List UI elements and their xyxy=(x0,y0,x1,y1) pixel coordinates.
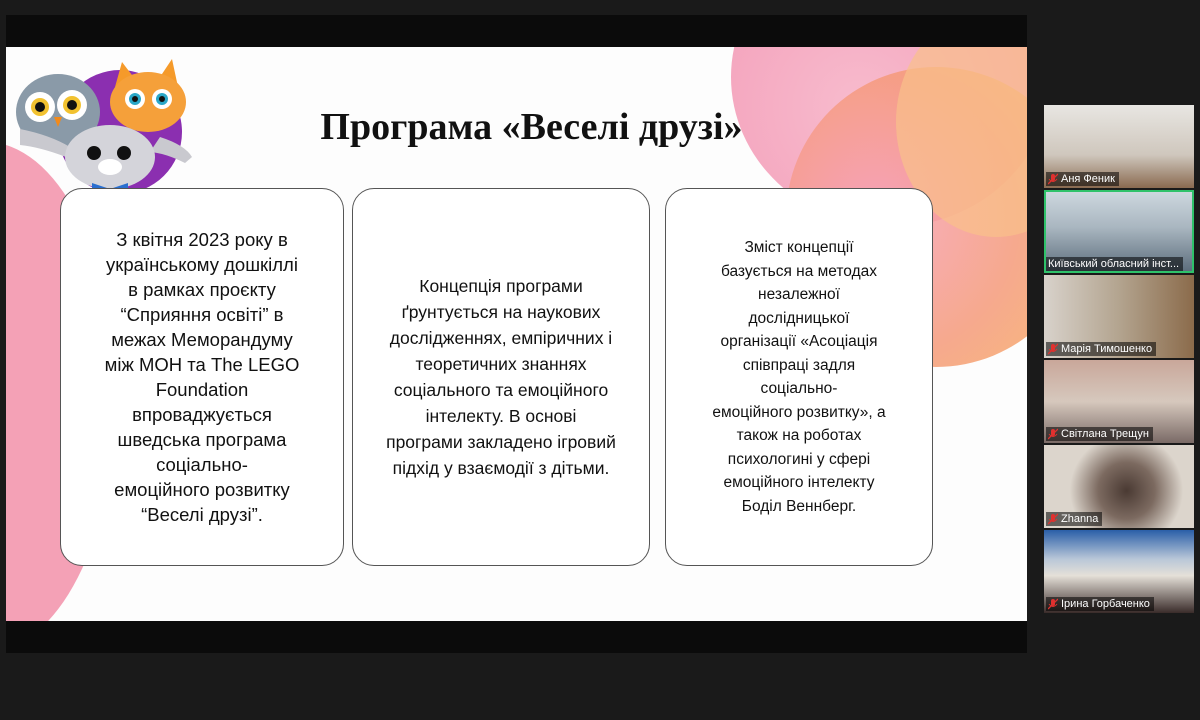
participant-tile[interactable] xyxy=(1044,105,1194,188)
mic-muted-icon xyxy=(1048,598,1058,610)
info-card-1-text: З квітня 2023 року в українському дошкіллі в рамках проєкту “Сприяння освіті” в межах Меморандуму між МОН та The LEGO Foundation впроваджується шведська програма соціально- емоційного розвитку “Веселі друзі”. xyxy=(104,229,300,525)
participant-tile[interactable] xyxy=(1044,445,1194,528)
info-card-3 xyxy=(665,188,933,566)
participant-tile[interactable] xyxy=(1044,275,1194,358)
mic-muted-icon xyxy=(1048,343,1058,355)
mic-muted-icon xyxy=(1048,173,1058,185)
info-card-3-text: Зміст концепції базується на методах незалежної дослідницької організації «Асоціація співпраці задля соціально- емоційного розвитку», а також на роботах психологині у сфері емоційного інтелекту Боділ Веннберг. xyxy=(712,239,886,515)
info-card-2-text: Концепція програми ґрунтується на наукових дослідженнях, емпіричних і теоретичних знаннях соціального та емоційного інтелекту. В основі програми закладено ігровий підхід у взаємодії з дітьми. xyxy=(386,276,616,478)
participant-name-tag: Zhanna xyxy=(1046,512,1102,526)
participant-name-tag: Марія Тимошенко xyxy=(1046,342,1156,356)
mic-muted-icon xyxy=(1048,513,1058,525)
participant-name-tag: Київський обласний інст... xyxy=(1046,257,1183,271)
participant-name-tag: Аня Феник xyxy=(1046,172,1119,186)
participant-tile[interactable] xyxy=(1044,530,1194,613)
participant-name-tag: Ірина Горбаченко xyxy=(1046,597,1154,611)
participant-name-tag: Світлана Трещун xyxy=(1046,427,1153,441)
presentation-slide xyxy=(6,47,1027,621)
info-card-1 xyxy=(60,188,344,566)
participant-tile-active-speaker[interactable] xyxy=(1044,190,1194,273)
mic-muted-icon xyxy=(1048,428,1058,440)
slide-title: Програма «Веселі друзі» xyxy=(320,106,743,148)
participant-tile[interactable] xyxy=(1044,360,1194,443)
info-card-2 xyxy=(352,188,650,566)
participant-gallery xyxy=(1044,105,1194,615)
